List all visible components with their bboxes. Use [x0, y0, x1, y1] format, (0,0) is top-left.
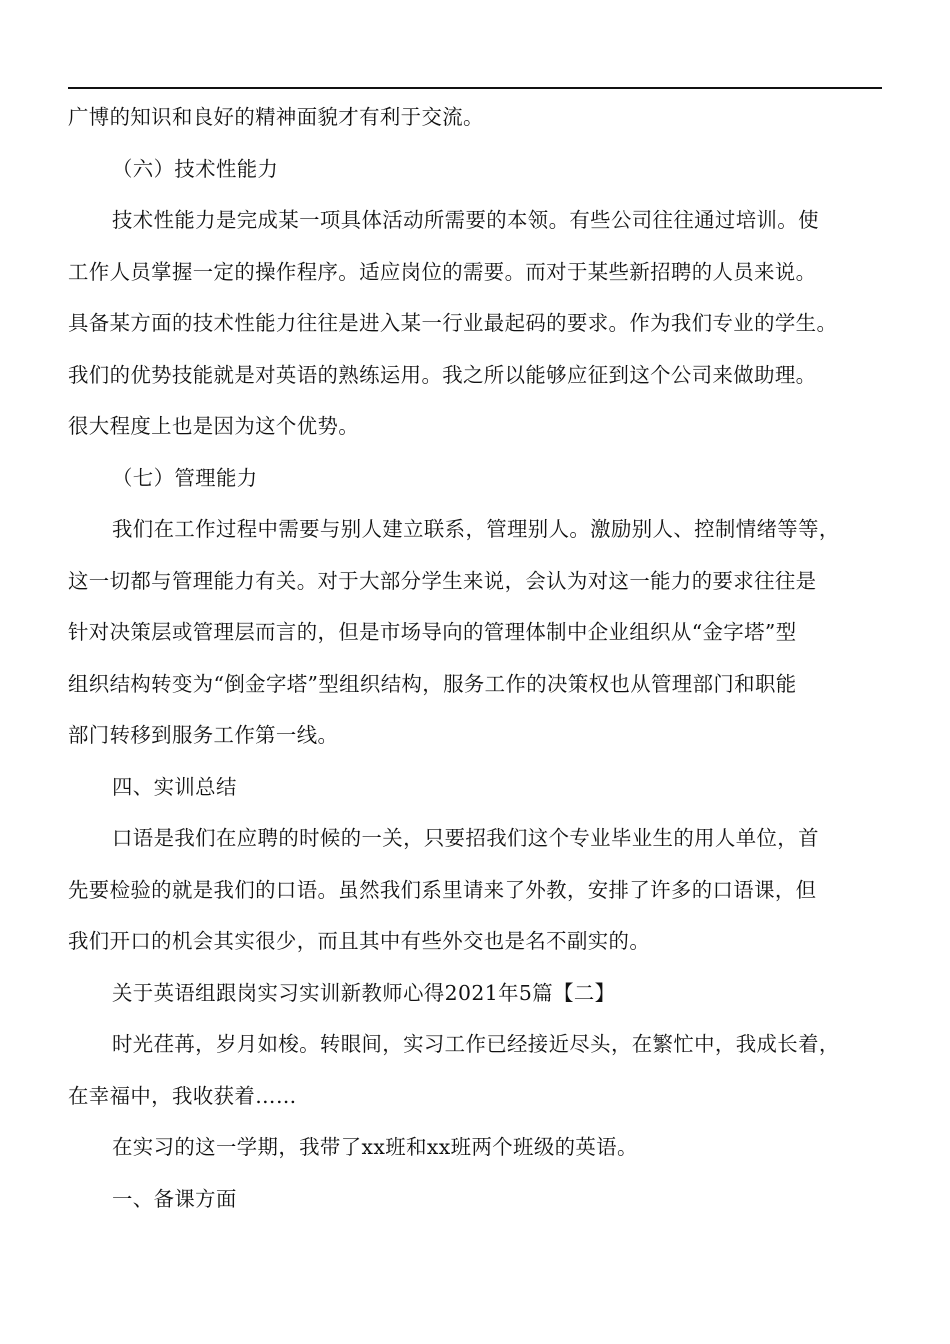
paragraph-line: 工作人员掌握一定的操作程序。适应岗位的需要。而对于某些新招聘的人员来说。	[68, 259, 817, 284]
header-rule	[68, 87, 882, 89]
paragraph-line: 技术性能力是完成某一项具体活动所需要的本领。有些公司往往通过培训。使	[112, 208, 819, 232]
paragraph-line: 针对决策层或管理层而言的，但是市场导向的管理体制中企业组织从“金字塔”型	[68, 620, 797, 644]
paragraph-line: 这一切都与管理能力有关。对于大部分学生来说，会认为对这一能力的要求往往是	[68, 568, 817, 593]
section-heading: 四、实训总结	[112, 774, 237, 799]
paragraph-line: 我们在工作过程中需要与别人建立联系，管理别人。激励别人、控制情绪等等，	[112, 517, 840, 541]
paragraph-line: 我们的优势技能就是对英语的熟练运用。我之所以能够应征到这个公司来做助理。	[68, 362, 817, 387]
section-heading: （六）技术性能力	[112, 156, 279, 181]
article-title: 关于英语组跟岗实习实训新教师心得2021年5篇【二】	[112, 980, 616, 1005]
paragraph-line: 组织结构转变为“倒金字塔”型组织结构，服务工作的决策权也从管理部门和职能	[68, 671, 797, 696]
paragraph-line: 很大程度上也是因为这个优势。	[68, 414, 360, 438]
paragraph-line: 在实习的这一学期，我带了xx班和xx班两个班级的英语。	[112, 1135, 638, 1159]
paragraph-line: 在幸福中，我收获着……	[68, 1083, 297, 1108]
section-heading: 一、备课方面	[112, 1186, 237, 1211]
paragraph-line: 口语是我们在应聘的时候的一关，只要招我们这个专业毕业生的用人单位，首	[112, 826, 819, 850]
paragraph-line: 时光荏苒，岁月如梭。转眼间，实习工作已经接近尽头，在繁忙中，我成长着，	[112, 1032, 840, 1056]
paragraph-line: 部门转移到服务工作第一线。	[68, 723, 339, 747]
paragraph-line: 先要检验的就是我们的口语。虽然我们系里请来了外教，安排了许多的口语课，但	[68, 877, 817, 902]
section-heading: （七）管理能力	[112, 465, 258, 490]
paragraph-line: 具备某方面的技术性能力往往是进入某一行业最起码的要求。作为我们专业的学生。	[68, 311, 838, 335]
paragraph-line: 广博的知识和良好的精神面貌才有利于交流。	[68, 105, 484, 129]
document-body	[68, 92, 888, 1225]
paragraph-line: 我们开口的机会其实很少，而且其中有些外交也是名不副实的。	[68, 929, 651, 953]
